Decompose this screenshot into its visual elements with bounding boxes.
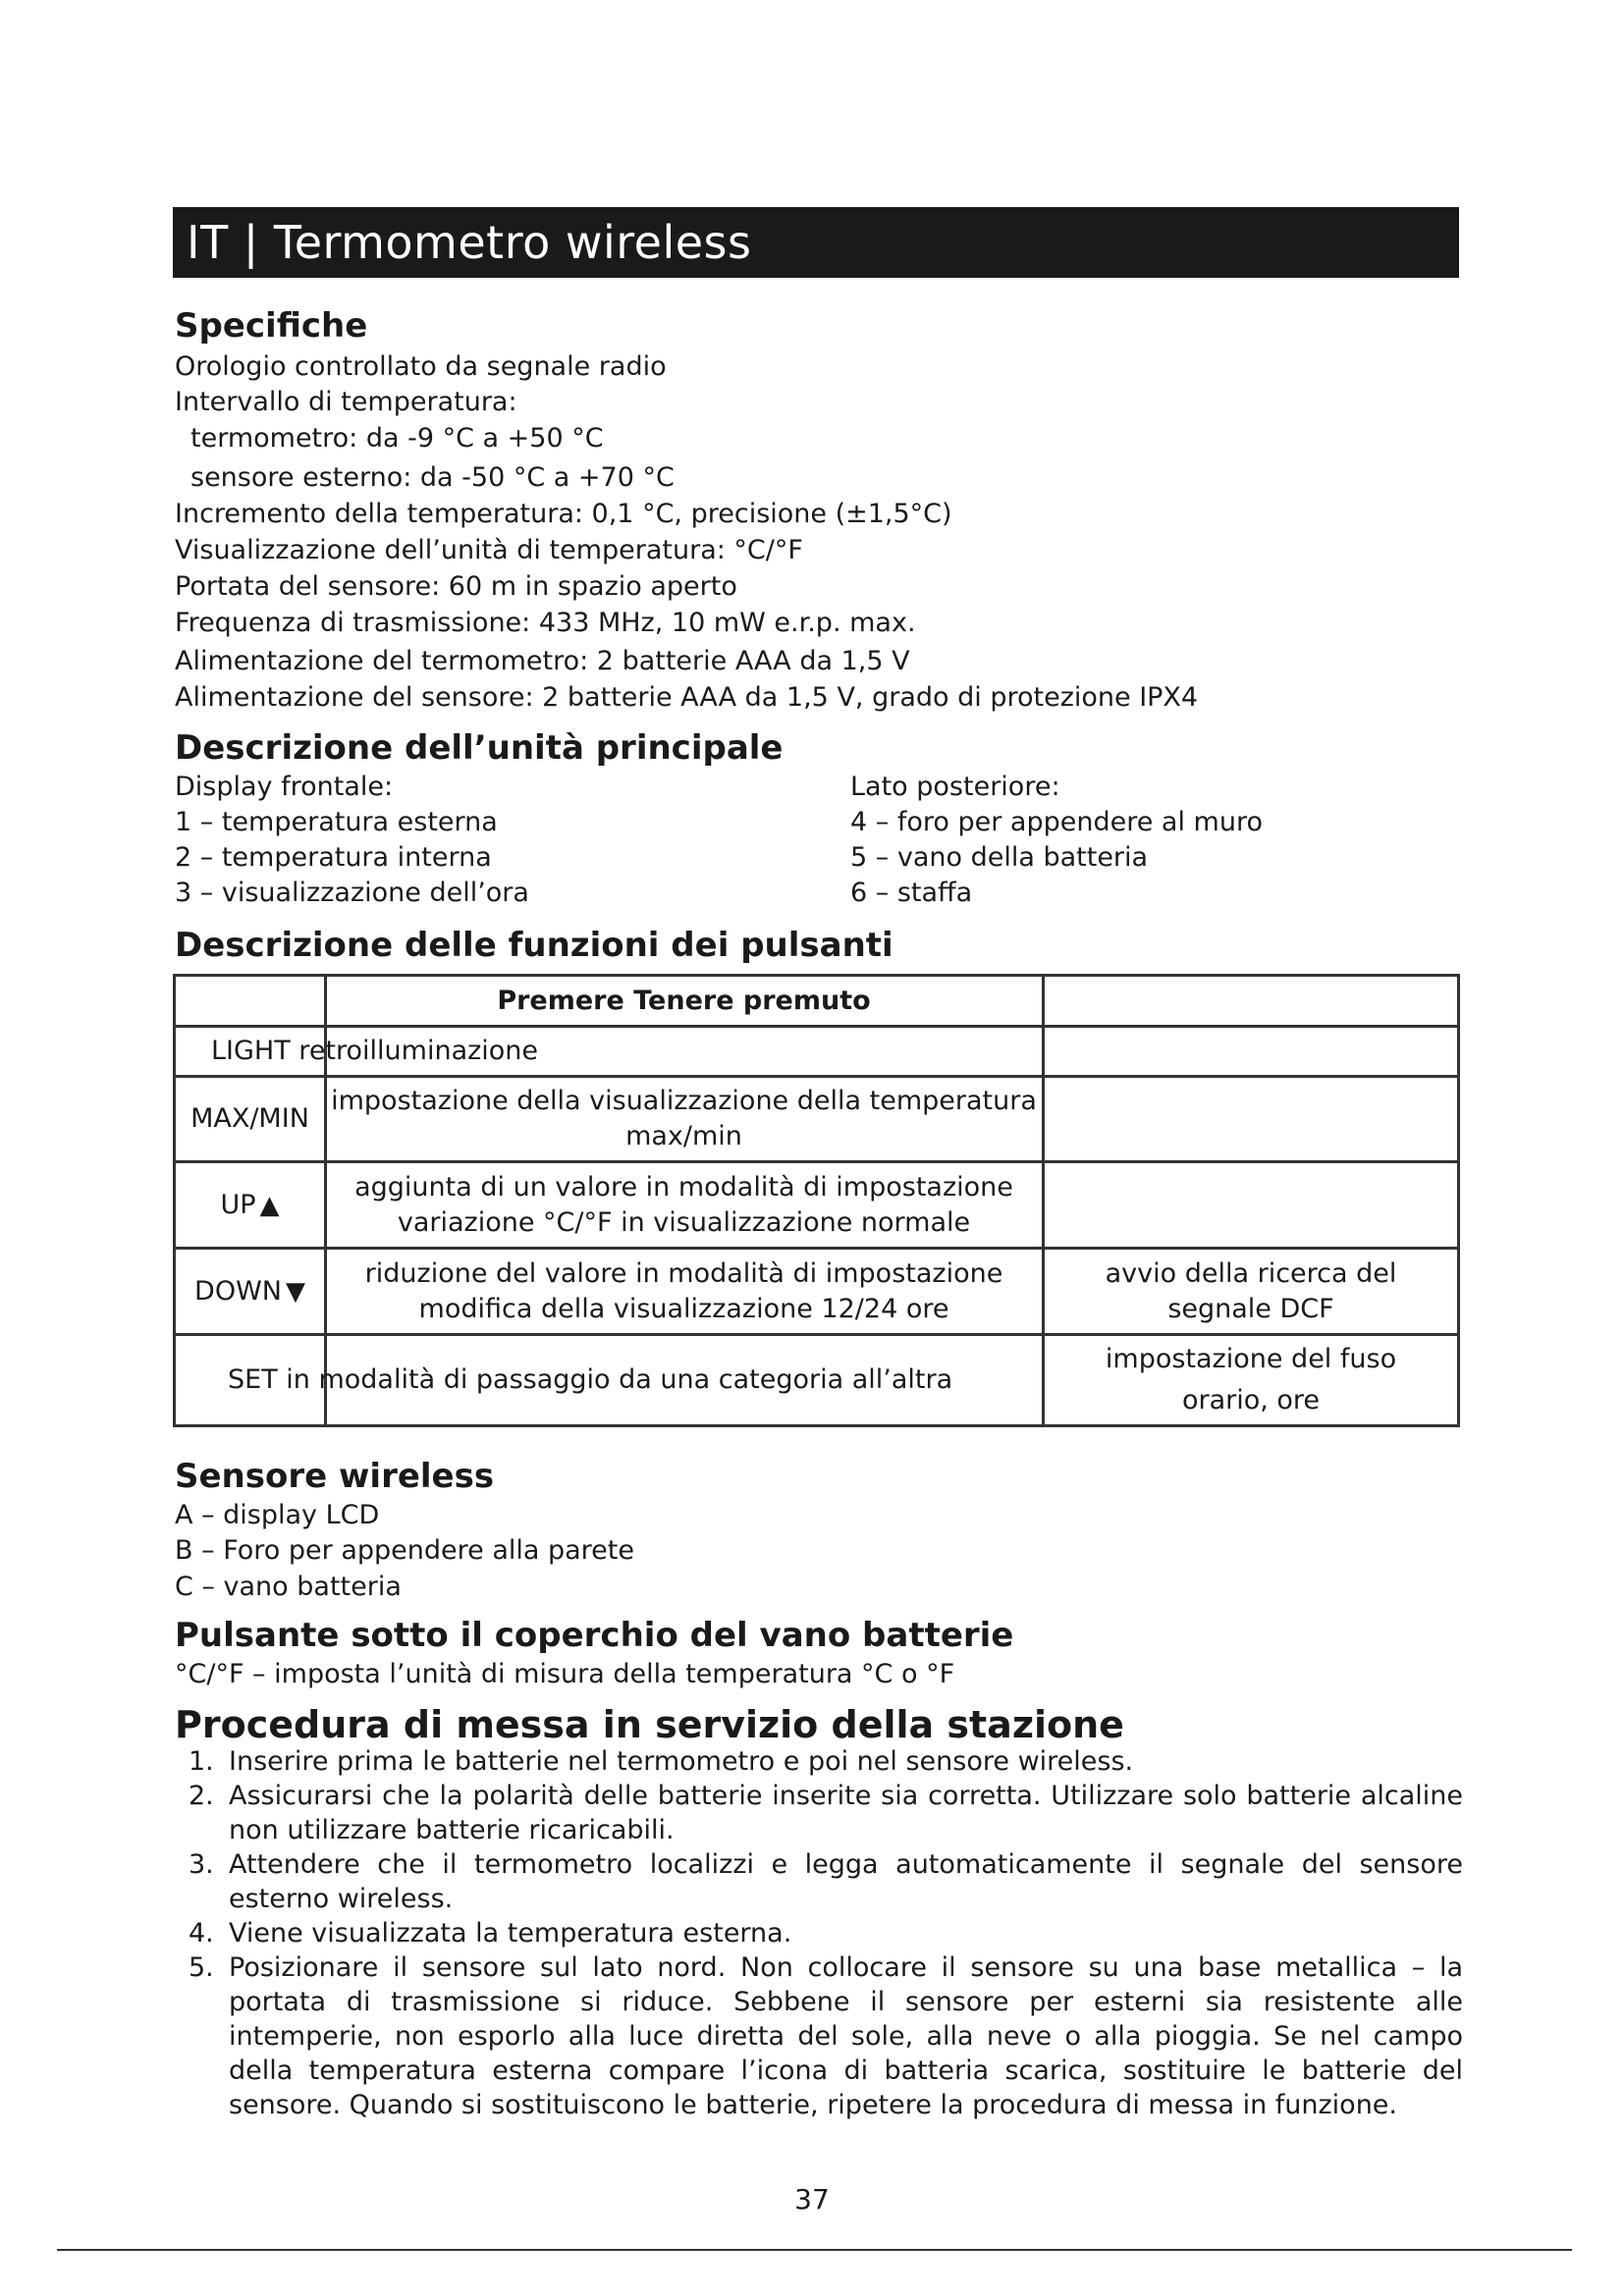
title-banner xyxy=(173,207,1459,278)
up-press-line: variazione °C/°F in visualizzazione normale xyxy=(397,1206,971,1238)
light-row-text: LIGHT retroilluminazione xyxy=(211,1036,539,1066)
maxmin-key: MAX/MIN xyxy=(190,1103,309,1134)
step-text: Posizionare il sensore sul lato nord. Non collocare il sensore su una base metallica – la portata di trasmissione si riduce. Sebbene il sensore per esterni sia resistente alle intemperie, non esporlo alla luce diretta del sole, alla neve o alla pioggia. Se nel campo della temperatura esterna compare l’icona di batteria scarica, sostituire le batterie del sensore. Quando si sostituiscono le batterie, ripetere la procedura di messa in funzione. xyxy=(229,1952,1463,2120)
procedure-heading: Procedura di messa in servizio della stazione xyxy=(175,1703,1124,1746)
table-header: Premere Tenere premuto xyxy=(497,985,871,1016)
step-number: 3. xyxy=(189,1849,214,1880)
page-title: IT | Termometro wireless xyxy=(187,216,752,269)
down-press-line: riduzione del valore in modalità di impostazione xyxy=(364,1257,1003,1289)
set-hold-line: impostazione del fuso xyxy=(1105,1344,1397,1374)
battery-button-heading: Pulsante sotto il coperchio del vano batterie xyxy=(175,1616,1014,1655)
down-press-cell xyxy=(325,1250,1043,1333)
spec-line: sensore esterno: da -50 °C a +70 °C xyxy=(190,462,675,493)
sensor-line: B – Foro per appendere alla parete xyxy=(175,1535,634,1566)
spec-line: Intervallo di temperatura: xyxy=(175,387,517,417)
procedure-step xyxy=(175,1847,1463,1916)
buttons-heading: Descrizione delle funzioni dei pulsanti xyxy=(175,926,893,965)
step-text: Assicurarsi che la polarità delle batterie inserite sia corretta. Utilizzare solo batterie alcaline non utilizzare batterie ricaricabili. xyxy=(229,1781,1463,1845)
spec-line: termometro: da -9 °C a +50 °C xyxy=(190,423,604,454)
maxmin-press-line: impostazione della visualizzazione della temperatura xyxy=(331,1086,1037,1116)
maxmin-press-line: max/min xyxy=(625,1121,742,1151)
step-number: 4. xyxy=(189,1918,214,1949)
back-line: 6 – staffa xyxy=(850,878,973,908)
up-press-line: aggiunta di un valore in modalità di impostazione xyxy=(354,1171,1013,1202)
spec-heading: Specifiche xyxy=(175,306,368,346)
up-key-cell xyxy=(176,1163,324,1247)
up-press-cell xyxy=(325,1163,1043,1247)
front-line: 3 – visualizzazione dell’ora xyxy=(175,878,529,908)
down-press-line: modifica della visualizzazione 12/24 ore xyxy=(418,1293,949,1324)
battery-button-line: °C/°F – imposta l’unità di misura della temperatura °C o °F xyxy=(175,1659,955,1689)
down-hold-line: segnale DCF xyxy=(1167,1293,1334,1324)
spec-line: Alimentazione del termometro: 2 batterie AAA da 1,5 V xyxy=(175,646,910,676)
front-line: Display frontale: xyxy=(175,772,394,802)
down-key: DOWN xyxy=(194,1275,282,1307)
spec-line: Alimentazione del sensore: 2 batterie AAA da 1,5 V, grado di protezione IPX4 xyxy=(175,682,1199,713)
front-line: 1 – temperatura esterna xyxy=(175,807,498,837)
spec-line: Incremento della temperatura: 0,1 °C, precisione (±1,5°C) xyxy=(175,499,952,529)
spec-line: Portata del sensore: 60 m in spazio aperto xyxy=(175,571,737,602)
triangle-down-icon: ▼ xyxy=(285,1276,305,1307)
front-line: 2 – temperatura interna xyxy=(175,842,492,873)
down-hold-cell xyxy=(1045,1250,1457,1333)
step-text: Viene visualizzata la temperatura esterna. xyxy=(229,1918,792,1949)
main-unit-heading: Descrizione dell’unità principale xyxy=(175,728,784,768)
back-line: 4 – foro per appendere al muro xyxy=(850,807,1263,837)
step-text: Inserire prima le batterie nel termometro e poi nel sensore wireless. xyxy=(229,1746,1134,1777)
spec-line: Visualizzazione dell’unità di temperatura: °C/°F xyxy=(175,535,803,565)
back-line: 5 – vano della batteria xyxy=(850,842,1149,873)
maxmin-press-cell xyxy=(325,1078,1043,1160)
footer-rule xyxy=(57,2249,1572,2251)
sensor-heading: Sensore wireless xyxy=(175,1457,495,1496)
procedure-steps xyxy=(175,1744,1463,2122)
set-hold-cell xyxy=(1045,1336,1457,1424)
sensor-line: A – display LCD xyxy=(175,1500,380,1530)
set-row-text: SET in modalità di passaggio da una categoria all’altra xyxy=(228,1364,953,1395)
procedure-step xyxy=(175,1916,1463,1950)
sensor-line: C – vano batteria xyxy=(175,1572,402,1602)
spec-line: Frequenza di trasmissione: 433 MHz, 10 mW e.r.p. max. xyxy=(175,608,916,638)
procedure-step xyxy=(175,1950,1463,2122)
set-hold-line: orario, ore xyxy=(1181,1385,1321,1415)
step-text: Attendere che il termometro localizzi e legga automaticamente il segnale del sensore esterno wireless. xyxy=(229,1849,1463,1914)
down-hold-line: avvio della ricerca del xyxy=(1105,1257,1397,1289)
procedure-step xyxy=(175,1744,1463,1779)
back-line: Lato posteriore: xyxy=(850,772,1060,802)
step-number: 1. xyxy=(189,1746,214,1777)
buttons-table xyxy=(173,974,1460,1427)
spec-line: Orologio controllato da segnale radio xyxy=(175,351,667,382)
down-key-cell xyxy=(176,1250,324,1333)
step-number: 2. xyxy=(189,1781,214,1811)
step-number: 5. xyxy=(189,1952,214,1983)
procedure-step xyxy=(175,1779,1463,1847)
triangle-up-icon: ▲ xyxy=(259,1190,280,1220)
page-number: 37 xyxy=(794,2183,830,2216)
up-key: UP xyxy=(220,1189,256,1220)
